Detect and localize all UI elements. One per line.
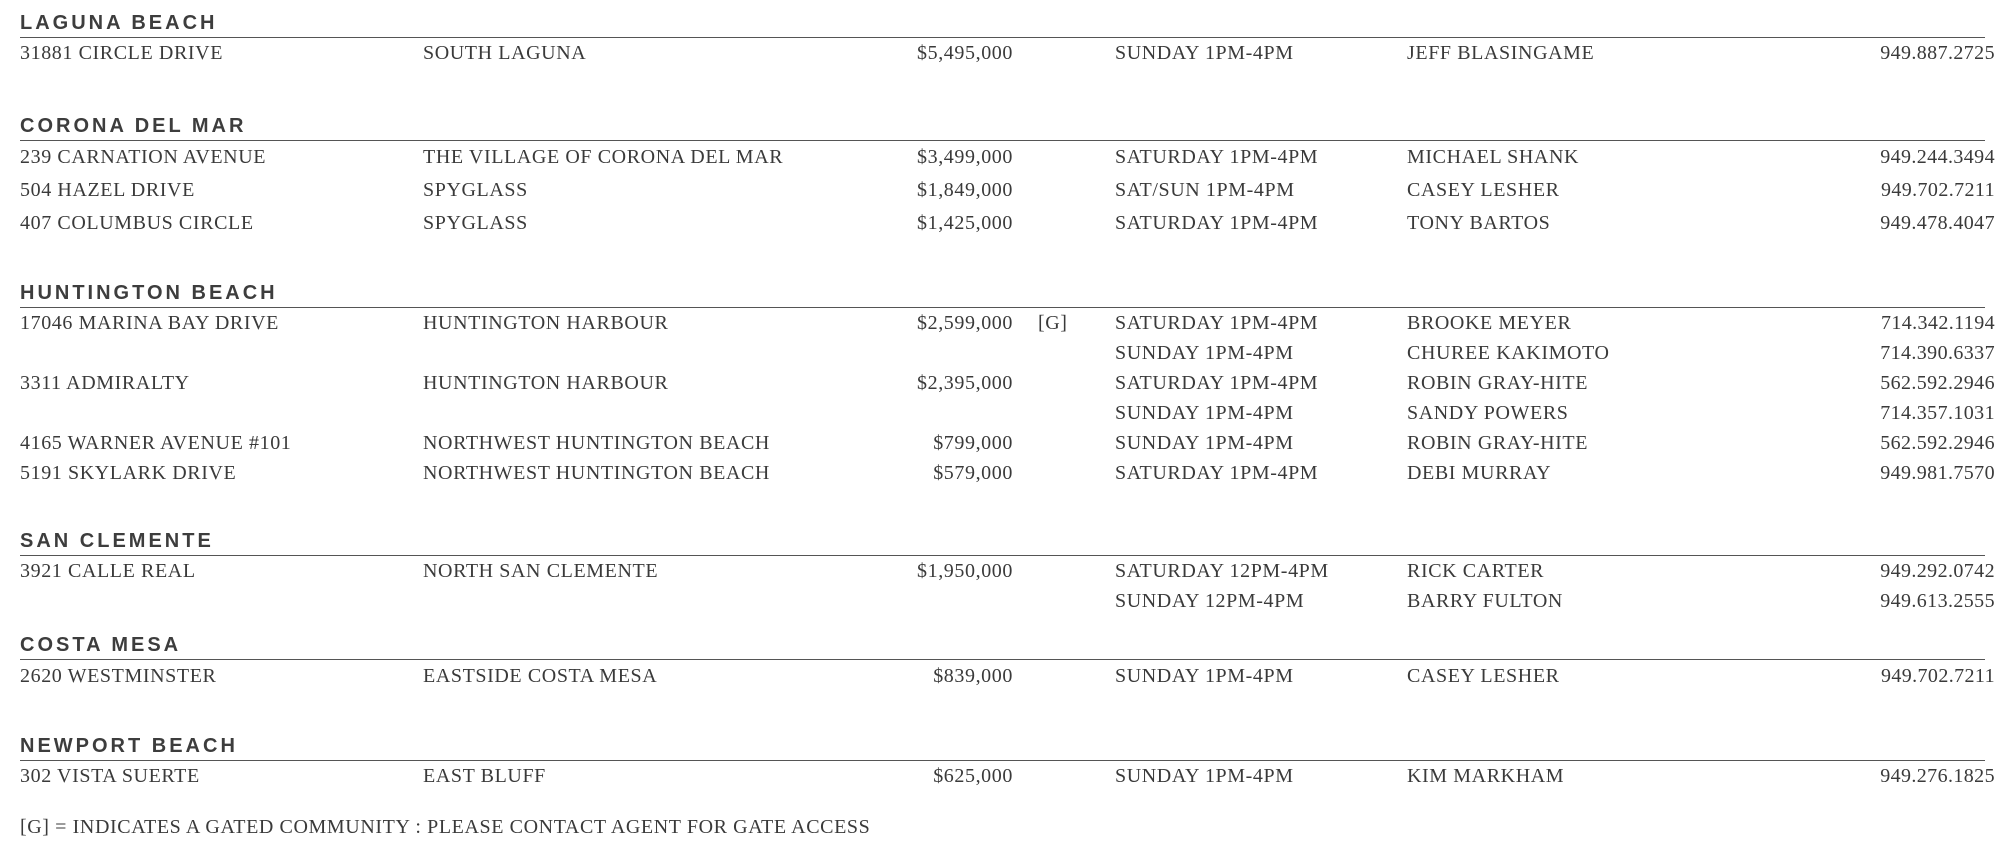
section-title: HUNTINGTON BEACH [20,270,1985,308]
address: 4165 WARNER AVENUE #101 [20,432,292,454]
agent-phone: 949.887.2725 [1880,42,1995,64]
listing-row [20,308,1995,338]
neighborhood: HUNTINGTON HARBOUR [423,372,669,394]
agent-name: CASEY LESHER [1407,179,1560,201]
listing-row [20,586,1995,616]
price: $799,000 [933,432,1013,454]
open-house-time: SUNDAY 12PM-4PM [1115,590,1305,612]
price: $3,499,000 [917,146,1013,168]
open-house-time: SATURDAY 1PM-4PM [1115,372,1319,394]
open-house-time: SATURDAY 1PM-4PM [1115,146,1319,168]
agent-name: SANDY POWERS [1407,402,1569,424]
agent-phone: 949.981.7570 [1880,462,1995,484]
agent-phone: 714.342.1194 [1880,312,1995,334]
section-costa-mesa [20,622,1995,693]
agent-phone: 949.478.4047 [1880,212,1995,234]
neighborhood: EASTSIDE COSTA MESA [423,665,658,687]
neighborhood: NORTH SAN CLEMENTE [423,560,659,582]
price: $625,000 [933,765,1013,787]
agent-name: RICK CARTER [1407,560,1545,582]
open-house-time: SAT/SUN 1PM-4PM [1115,179,1295,201]
price: $2,395,000 [917,372,1013,394]
listing-row [20,207,1995,240]
agent-phone: 949.702.7211 [1880,665,1995,687]
agent-phone: 949.244.3494 [1880,146,1995,168]
price: $1,950,000 [917,560,1013,582]
agent-name: DEBI MURRAY [1407,462,1552,484]
address: 407 COLUMBUS CIRCLE [20,212,254,234]
agent-phone: 714.390.6337 [1880,342,1995,364]
neighborhood: NORTHWEST HUNTINGTON BEACH [423,462,770,484]
agent-name: ROBIN GRAY-HITE [1407,432,1589,454]
listing-row [20,428,1995,458]
section-laguna-beach [20,0,1995,69]
address: 2620 WESTMINSTER [20,665,217,687]
agent-name: ROBIN GRAY-HITE [1407,372,1589,394]
neighborhood: NORTHWEST HUNTINGTON BEACH [423,432,770,454]
address: 239 CARNATION AVENUE [20,146,267,168]
agent-name: JEFF BLASINGAME [1407,42,1595,64]
neighborhood: THE VILLAGE OF CORONA DEL MAR [423,146,784,168]
agent-phone: 562.592.2946 [1880,372,1995,394]
open-house-time: SATURDAY 1PM-4PM [1115,312,1319,334]
open-house-time: SUNDAY 1PM-4PM [1115,432,1294,454]
listing-row [20,174,1995,207]
neighborhood: EAST BLUFF [423,765,546,787]
section-san-clemente [20,518,1995,616]
gated-community-footnote: [G] = INDICATES A GATED COMMUNITY : PLEASE CONTACT AGENT FOR GATE ACCESS [20,816,871,838]
price: $1,849,000 [917,179,1013,201]
address: 17046 MARINA BAY DRIVE [20,312,279,334]
address: 504 HAZEL DRIVE [20,179,195,201]
agent-phone: 949.292.0742 [1880,560,1995,582]
section-newport-beach [20,723,1995,792]
open-house-time: SUNDAY 1PM-4PM [1115,665,1294,687]
section-corona-del-mar [20,103,1995,240]
listing-row [20,556,1995,586]
open-house-time: SUNDAY 1PM-4PM [1115,342,1294,364]
agent-name: MICHAEL SHANK [1407,146,1580,168]
listing-row [20,761,1995,792]
agent-phone: 949.702.7211 [1880,179,1995,201]
open-house-time: SUNDAY 1PM-4PM [1115,402,1294,424]
open-house-time: SATURDAY 1PM-4PM [1115,462,1319,484]
address: 3921 CALLE REAL [20,560,196,582]
address: 3311 ADMIRALTY [20,372,190,394]
price: $839,000 [933,665,1013,687]
neighborhood: HUNTINGTON HARBOUR [423,312,669,334]
listing-row [20,660,1995,693]
listing-row [20,458,1995,488]
price: $579,000 [933,462,1013,484]
listing-row [20,398,1995,428]
open-house-listing [20,0,1995,842]
price: $2,599,000 [917,312,1013,334]
neighborhood: SPYGLASS [423,179,528,201]
neighborhood: SOUTH LAGUNA [423,42,587,64]
section-title: LAGUNA BEACH [20,0,1985,38]
agent-name: BROOKE MEYER [1407,312,1572,334]
section-title: SAN CLEMENTE [20,518,1985,556]
open-house-time: SUNDAY 1PM-4PM [1115,42,1294,64]
section-huntington-beach [20,270,1995,488]
listing-row [20,338,1995,368]
address: 302 VISTA SUERTE [20,765,200,787]
gated-marker: [G] [1038,312,1068,334]
address: 5191 SKYLARK DRIVE [20,462,237,484]
agent-phone: 562.592.2946 [1880,432,1995,454]
listing-row [20,38,1995,69]
price: $1,425,000 [917,212,1013,234]
section-title: NEWPORT BEACH [20,723,1985,761]
listing-row [20,368,1995,398]
open-house-time: SATURDAY 1PM-4PM [1115,212,1319,234]
agent-phone: 714.357.1031 [1880,402,1995,424]
section-title: COSTA MESA [20,622,1985,660]
listing-row [20,141,1995,174]
agent-name: CASEY LESHER [1407,665,1560,687]
section-title: CORONA DEL MAR [20,103,1985,141]
address: 31881 CIRCLE DRIVE [20,42,224,64]
agent-name: BARRY FULTON [1407,590,1563,612]
agent-name: TONY BARTOS [1407,212,1551,234]
neighborhood: SPYGLASS [423,212,528,234]
agent-name: CHUREE KAKIMOTO [1407,342,1610,364]
open-house-time: SUNDAY 1PM-4PM [1115,765,1294,787]
price: $5,495,000 [917,42,1013,64]
agent-phone: 949.276.1825 [1880,765,1995,787]
open-house-time: SATURDAY 12PM-4PM [1115,560,1329,582]
agent-phone: 949.613.2555 [1880,590,1995,612]
agent-name: KIM MARKHAM [1407,765,1565,787]
